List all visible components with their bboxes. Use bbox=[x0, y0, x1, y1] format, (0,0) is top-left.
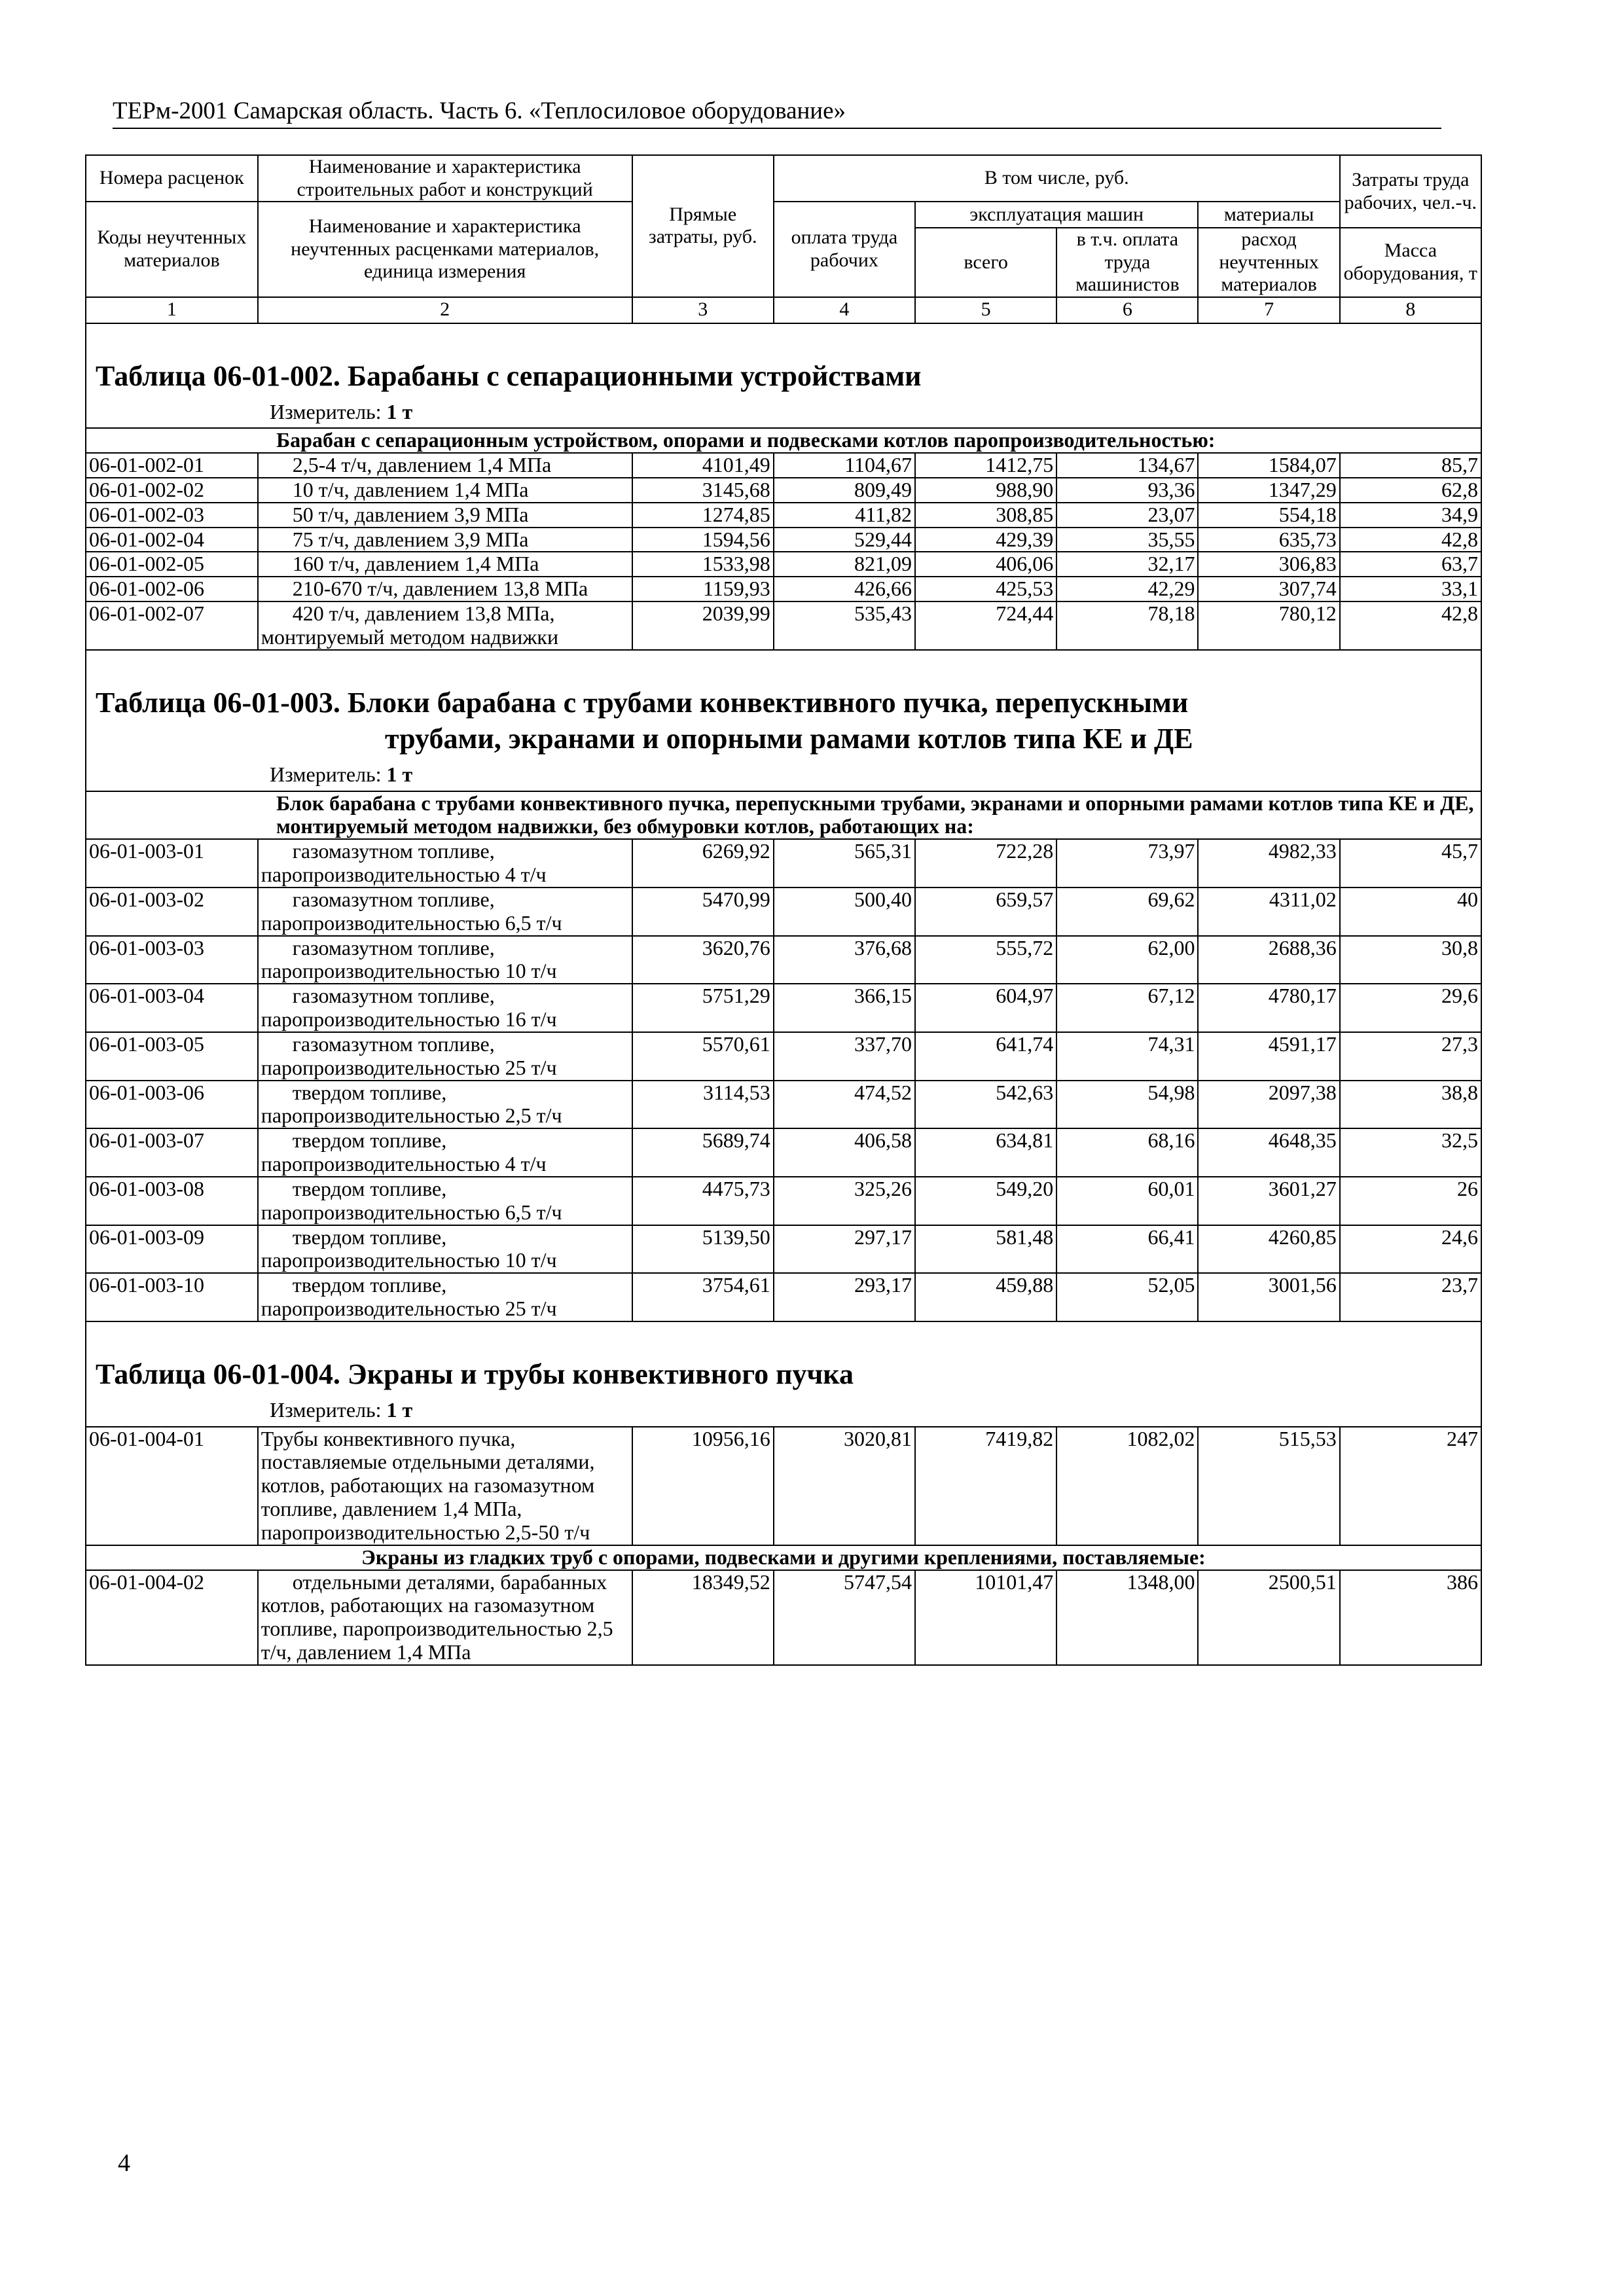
row-worker-pay: 337,70 bbox=[774, 1032, 915, 1081]
table-row bbox=[86, 577, 1481, 601]
header-worker-pay: оплата труда рабочих bbox=[774, 202, 915, 297]
row-labor: 247 bbox=[1340, 1427, 1481, 1545]
page-number: 4 bbox=[118, 2149, 130, 2177]
row-labor: 26 bbox=[1340, 1177, 1481, 1225]
table-row bbox=[86, 1427, 1481, 1545]
row-direct-costs: 1533,98 bbox=[632, 552, 774, 577]
table-row bbox=[86, 984, 1481, 1032]
section-title-line2: трубами, экранами и опорными рамами котлов типа КЕ и ДЕ bbox=[385, 722, 1193, 755]
row-worker-pay: 535,43 bbox=[774, 601, 915, 650]
row-name: 420 т/ч, давлением 13,8 МПа, монтируемый методом надвижки bbox=[258, 601, 632, 650]
row-machinist-pay: 74,31 bbox=[1056, 1032, 1198, 1081]
row-labor: 42,8 bbox=[1340, 528, 1481, 552]
row-code: 06-01-004-01 bbox=[86, 1427, 258, 1545]
row-materials: 3601,27 bbox=[1198, 1177, 1339, 1225]
row-labor: 62,8 bbox=[1340, 478, 1481, 503]
row-labor: 40 bbox=[1340, 888, 1481, 936]
section-table-003 bbox=[86, 650, 1481, 791]
row-machinist-pay: 93,36 bbox=[1056, 478, 1198, 503]
row-worker-pay: 5747,54 bbox=[774, 1570, 915, 1665]
table-row bbox=[86, 453, 1481, 478]
row-machines-total: 581,48 bbox=[915, 1225, 1056, 1274]
row-machines-total: 549,20 bbox=[915, 1177, 1056, 1225]
row-worker-pay: 809,49 bbox=[774, 478, 915, 503]
row-machinist-pay: 54,98 bbox=[1056, 1081, 1198, 1129]
row-machines-total: 406,06 bbox=[915, 552, 1056, 577]
row-materials: 1584,07 bbox=[1198, 453, 1339, 478]
row-code: 06-01-003-06 bbox=[86, 1081, 258, 1129]
row-direct-costs: 1159,93 bbox=[632, 577, 774, 601]
row-direct-costs: 4101,49 bbox=[632, 453, 774, 478]
column-number: 3 bbox=[632, 297, 774, 323]
row-machinist-pay: 73,97 bbox=[1056, 839, 1198, 888]
row-materials: 554,18 bbox=[1198, 503, 1339, 528]
row-machines-total: 988,90 bbox=[915, 478, 1056, 503]
row-direct-costs: 3754,61 bbox=[632, 1273, 774, 1321]
row-materials: 780,12 bbox=[1198, 601, 1339, 650]
row-worker-pay: 500,40 bbox=[774, 888, 915, 936]
section-title bbox=[96, 685, 1471, 757]
meter bbox=[96, 1399, 1471, 1422]
row-labor: 34,9 bbox=[1340, 503, 1481, 528]
row-machinist-pay: 62,00 bbox=[1056, 936, 1198, 984]
row-machines-total: 429,39 bbox=[915, 528, 1056, 552]
row-labor: 29,6 bbox=[1340, 984, 1481, 1032]
row-materials: 307,74 bbox=[1198, 577, 1339, 601]
row-machinist-pay: 134,67 bbox=[1056, 453, 1198, 478]
row-machinist-pay: 42,29 bbox=[1056, 577, 1198, 601]
column-number: 6 bbox=[1056, 297, 1198, 323]
row-code: 06-01-003-03 bbox=[86, 936, 258, 984]
header-material-name: Наименование и характеристика неучтенных расценками материалов, единица измерения bbox=[258, 202, 632, 297]
header-machinist-pay: в т.ч. оплата труда машинистов bbox=[1056, 228, 1198, 297]
row-worker-pay: 565,31 bbox=[774, 839, 915, 888]
section-title-line1: Таблица 06-01-003. Блоки барабана с трубами конвективного пучка, перепускными bbox=[96, 686, 1189, 719]
row-name: 210-670 т/ч, давлением 13,8 МПа bbox=[258, 577, 632, 601]
header-material-consumption: расход неучтенных материалов bbox=[1198, 228, 1339, 297]
row-machinist-pay: 69,62 bbox=[1056, 888, 1198, 936]
row-machinist-pay: 1082,02 bbox=[1056, 1427, 1198, 1545]
row-direct-costs: 2039,99 bbox=[632, 601, 774, 650]
row-name: Трубы конвективного пучка, поставляемые отдельными деталями, котлов, работающих на газомазутном топливе, давлением 1,4 МПа, паропроизводительностью 2,5-50 т/ч bbox=[258, 1427, 632, 1545]
row-code: 06-01-003-08 bbox=[86, 1177, 258, 1225]
row-code: 06-01-002-07 bbox=[86, 601, 258, 650]
row-worker-pay: 406,58 bbox=[774, 1128, 915, 1177]
row-code: 06-01-003-01 bbox=[86, 839, 258, 888]
row-labor: 23,7 bbox=[1340, 1273, 1481, 1321]
row-code: 06-01-003-05 bbox=[86, 1032, 258, 1081]
row-code: 06-01-003-07 bbox=[86, 1128, 258, 1177]
row-worker-pay: 426,66 bbox=[774, 577, 915, 601]
row-labor: 85,7 bbox=[1340, 453, 1481, 478]
column-number: 5 bbox=[915, 297, 1056, 323]
row-machinist-pay: 78,18 bbox=[1056, 601, 1198, 650]
table-row bbox=[86, 1570, 1481, 1665]
row-machines-total: 555,72 bbox=[915, 936, 1056, 984]
row-machinist-pay: 35,55 bbox=[1056, 528, 1198, 552]
table-row bbox=[86, 528, 1481, 552]
row-name: 2,5-4 т/ч, давлением 1,4 МПа bbox=[258, 453, 632, 478]
row-name: 10 т/ч, давлением 1,4 МПа bbox=[258, 478, 632, 503]
price-table bbox=[85, 154, 1482, 1666]
row-machines-total: 604,97 bbox=[915, 984, 1056, 1032]
row-machinist-pay: 1348,00 bbox=[1056, 1570, 1198, 1665]
header-name: Наименование и характеристика строительных работ и конструкций bbox=[258, 155, 632, 202]
row-labor: 386 bbox=[1340, 1570, 1481, 1665]
row-worker-pay: 474,52 bbox=[774, 1081, 915, 1129]
meter-value: 1 т bbox=[386, 1397, 413, 1422]
row-name: 160 т/ч, давлением 1,4 МПа bbox=[258, 552, 632, 577]
row-machines-total: 542,63 bbox=[915, 1081, 1056, 1129]
row-code: 06-01-003-09 bbox=[86, 1225, 258, 1274]
subheader: Экраны из гладких труб с опорами, подвесками и другими креплениями, поставляемые: bbox=[86, 1545, 1481, 1570]
row-name: твердом топливе, паропроизводительностью 2,5 т/ч bbox=[258, 1081, 632, 1129]
row-materials: 4591,17 bbox=[1198, 1032, 1339, 1081]
row-code: 06-01-003-10 bbox=[86, 1273, 258, 1321]
row-machines-total: 425,53 bbox=[915, 577, 1056, 601]
table-row bbox=[86, 601, 1481, 650]
row-materials: 1347,29 bbox=[1198, 478, 1339, 503]
section-table-002 bbox=[86, 323, 1481, 429]
header-machines-total: всего bbox=[915, 228, 1056, 297]
row-name: 50 т/ч, давлением 3,9 МПа bbox=[258, 503, 632, 528]
row-labor: 63,7 bbox=[1340, 552, 1481, 577]
row-machinist-pay: 32,17 bbox=[1056, 552, 1198, 577]
row-materials: 4311,02 bbox=[1198, 888, 1339, 936]
row-direct-costs: 10956,16 bbox=[632, 1427, 774, 1545]
row-worker-pay: 411,82 bbox=[774, 503, 915, 528]
row-materials: 2688,36 bbox=[1198, 936, 1339, 984]
section-title: Таблица 06-01-004. Экраны и трубы конвективного пучка bbox=[96, 1357, 854, 1390]
row-direct-costs: 4475,73 bbox=[632, 1177, 774, 1225]
subheader: Блок барабана с трубами конвективного пучка, перепускными трубами, экранами и опорными рамами котлов типа КЕ и ДЕ, монтируемый методом надвижки, без обмуровки котлов, работающих на: bbox=[86, 791, 1481, 840]
row-name: твердом топливе, паропроизводительностью 6,5 т/ч bbox=[258, 1177, 632, 1225]
row-name: газомазутном топливе, паропроизводительностью 16 т/ч bbox=[258, 984, 632, 1032]
row-materials: 4982,33 bbox=[1198, 839, 1339, 888]
row-name: 75 т/ч, давлением 3,9 МПа bbox=[258, 528, 632, 552]
row-machinist-pay: 52,05 bbox=[1056, 1273, 1198, 1321]
column-number: 8 bbox=[1340, 297, 1481, 323]
row-name: твердом топливе, паропроизводительностью 25 т/ч bbox=[258, 1273, 632, 1321]
header-codes: Номера расценок bbox=[86, 155, 258, 202]
header-labor-hours: Затраты труда рабочих, чел.-ч. bbox=[1340, 155, 1481, 228]
row-code: 06-01-003-04 bbox=[86, 984, 258, 1032]
row-machinist-pay: 67,12 bbox=[1056, 984, 1198, 1032]
row-materials: 635,73 bbox=[1198, 528, 1339, 552]
table-row bbox=[86, 1128, 1481, 1177]
row-materials: 515,53 bbox=[1198, 1427, 1339, 1545]
row-materials: 2500,51 bbox=[1198, 1570, 1339, 1665]
row-code: 06-01-002-06 bbox=[86, 577, 258, 601]
row-name: газомазутном топливе, паропроизводительностью 25 т/ч bbox=[258, 1032, 632, 1081]
table-row bbox=[86, 839, 1481, 888]
meter-label: Измеритель: bbox=[270, 1397, 382, 1422]
row-labor: 38,8 bbox=[1340, 1081, 1481, 1129]
table-row bbox=[86, 1177, 1481, 1225]
row-direct-costs: 3114,53 bbox=[632, 1081, 774, 1129]
row-machines-total: 1412,75 bbox=[915, 453, 1056, 478]
row-worker-pay: 821,09 bbox=[774, 552, 915, 577]
row-direct-costs: 3620,76 bbox=[632, 936, 774, 984]
section-title: Таблица 06-01-002. Барабаны с сепарационными устройствами bbox=[96, 359, 922, 392]
table-row bbox=[86, 503, 1481, 528]
row-worker-pay: 366,15 bbox=[774, 984, 915, 1032]
row-direct-costs: 5689,74 bbox=[632, 1128, 774, 1177]
row-direct-costs: 18349,52 bbox=[632, 1570, 774, 1665]
row-name: твердом топливе, паропроизводительностью 4 т/ч bbox=[258, 1128, 632, 1177]
table-row bbox=[86, 1081, 1481, 1129]
header-machines: эксплуатация машин bbox=[915, 202, 1198, 228]
row-materials: 4260,85 bbox=[1198, 1225, 1339, 1274]
row-worker-pay: 529,44 bbox=[774, 528, 915, 552]
row-name: отдельными деталями, барабанных котлов, работающих на газомазутном топливе, паропроизводительностью 2,5 т/ч, давлением 1,4 МПа bbox=[258, 1570, 632, 1665]
row-worker-pay: 1104,67 bbox=[774, 453, 915, 478]
row-materials: 3001,56 bbox=[1198, 1273, 1339, 1321]
meter-value: 1 т bbox=[386, 399, 413, 423]
row-labor: 30,8 bbox=[1340, 936, 1481, 984]
row-direct-costs: 3145,68 bbox=[632, 478, 774, 503]
row-code: 06-01-002-05 bbox=[86, 552, 258, 577]
row-machines-total: 7419,82 bbox=[915, 1427, 1056, 1545]
row-machinist-pay: 68,16 bbox=[1056, 1128, 1198, 1177]
row-name: газомазутном топливе, паропроизводительностью 6,5 т/ч bbox=[258, 888, 632, 936]
row-name: твердом топливе, паропроизводительностью 10 т/ч bbox=[258, 1225, 632, 1274]
meter bbox=[96, 763, 1471, 787]
column-number: 7 bbox=[1198, 297, 1339, 323]
row-worker-pay: 293,17 bbox=[774, 1273, 915, 1321]
column-number-row bbox=[86, 297, 1481, 323]
row-machinist-pay: 23,07 bbox=[1056, 503, 1198, 528]
column-number: 1 bbox=[86, 297, 258, 323]
subheader: Барабан с сепарационным устройством, опорами и подвесками котлов паропроизводительностью: bbox=[86, 428, 1481, 453]
table-row bbox=[86, 552, 1481, 577]
row-machines-total: 659,57 bbox=[915, 888, 1056, 936]
header-including: В том числе, руб. bbox=[774, 155, 1340, 202]
header-material-codes: Коды неучтенных материалов bbox=[86, 202, 258, 297]
row-code: 06-01-002-02 bbox=[86, 478, 258, 503]
row-machines-total: 722,28 bbox=[915, 839, 1056, 888]
row-materials: 306,83 bbox=[1198, 552, 1339, 577]
row-labor: 45,7 bbox=[1340, 839, 1481, 888]
row-direct-costs: 5751,29 bbox=[632, 984, 774, 1032]
meter-label: Измеритель: bbox=[270, 762, 382, 786]
row-materials: 4780,17 bbox=[1198, 984, 1339, 1032]
row-machinist-pay: 60,01 bbox=[1056, 1177, 1198, 1225]
row-direct-costs: 1274,85 bbox=[632, 503, 774, 528]
row-machines-total: 10101,47 bbox=[915, 1570, 1056, 1665]
row-worker-pay: 325,26 bbox=[774, 1177, 915, 1225]
row-worker-pay: 297,17 bbox=[774, 1225, 915, 1274]
row-machines-total: 641,74 bbox=[915, 1032, 1056, 1081]
column-number: 2 bbox=[258, 297, 632, 323]
row-machinist-pay: 66,41 bbox=[1056, 1225, 1198, 1274]
document-header: ТЕРм-2001 Самарская область. Часть 6. «Теплосиловое оборудование» bbox=[113, 97, 1441, 129]
row-materials: 2097,38 bbox=[1198, 1081, 1339, 1129]
row-code: 06-01-003-02 bbox=[86, 888, 258, 936]
row-code: 06-01-002-03 bbox=[86, 503, 258, 528]
row-labor: 33,1 bbox=[1340, 577, 1481, 601]
row-worker-pay: 3020,81 bbox=[774, 1427, 915, 1545]
row-labor: 42,8 bbox=[1340, 601, 1481, 650]
row-direct-costs: 1594,56 bbox=[632, 528, 774, 552]
row-name: газомазутном топливе, паропроизводительностью 4 т/ч bbox=[258, 839, 632, 888]
row-machines-total: 459,88 bbox=[915, 1273, 1056, 1321]
row-labor: 27,3 bbox=[1340, 1032, 1481, 1081]
meter bbox=[96, 401, 1471, 424]
row-machines-total: 724,44 bbox=[915, 601, 1056, 650]
row-machines-total: 308,85 bbox=[915, 503, 1056, 528]
section-table-004 bbox=[86, 1321, 1481, 1427]
row-labor: 32,5 bbox=[1340, 1128, 1481, 1177]
row-code: 06-01-004-02 bbox=[86, 1570, 258, 1665]
table-row bbox=[86, 1273, 1481, 1321]
row-name: газомазутном топливе, паропроизводительностью 10 т/ч bbox=[258, 936, 632, 984]
row-machines-total: 634,81 bbox=[915, 1128, 1056, 1177]
row-code: 06-01-002-01 bbox=[86, 453, 258, 478]
table-row bbox=[86, 478, 1481, 503]
row-direct-costs: 5570,61 bbox=[632, 1032, 774, 1081]
header-equipment-mass: Масса оборудования, т bbox=[1340, 228, 1481, 297]
table-row bbox=[86, 1225, 1481, 1274]
header-materials: материалы bbox=[1198, 202, 1339, 228]
row-direct-costs: 6269,92 bbox=[632, 839, 774, 888]
row-worker-pay: 376,68 bbox=[774, 936, 915, 984]
column-number: 4 bbox=[774, 297, 915, 323]
meter-label: Измеритель: bbox=[270, 399, 382, 423]
row-labor: 24,6 bbox=[1340, 1225, 1481, 1274]
header-direct-costs: Прямые затраты, руб. bbox=[632, 155, 774, 297]
table-row bbox=[86, 936, 1481, 984]
row-code: 06-01-002-04 bbox=[86, 528, 258, 552]
row-materials: 4648,35 bbox=[1198, 1128, 1339, 1177]
row-direct-costs: 5139,50 bbox=[632, 1225, 774, 1274]
meter-value: 1 т bbox=[386, 762, 413, 786]
row-direct-costs: 5470,99 bbox=[632, 888, 774, 936]
table-row bbox=[86, 1032, 1481, 1081]
table-row bbox=[86, 888, 1481, 936]
